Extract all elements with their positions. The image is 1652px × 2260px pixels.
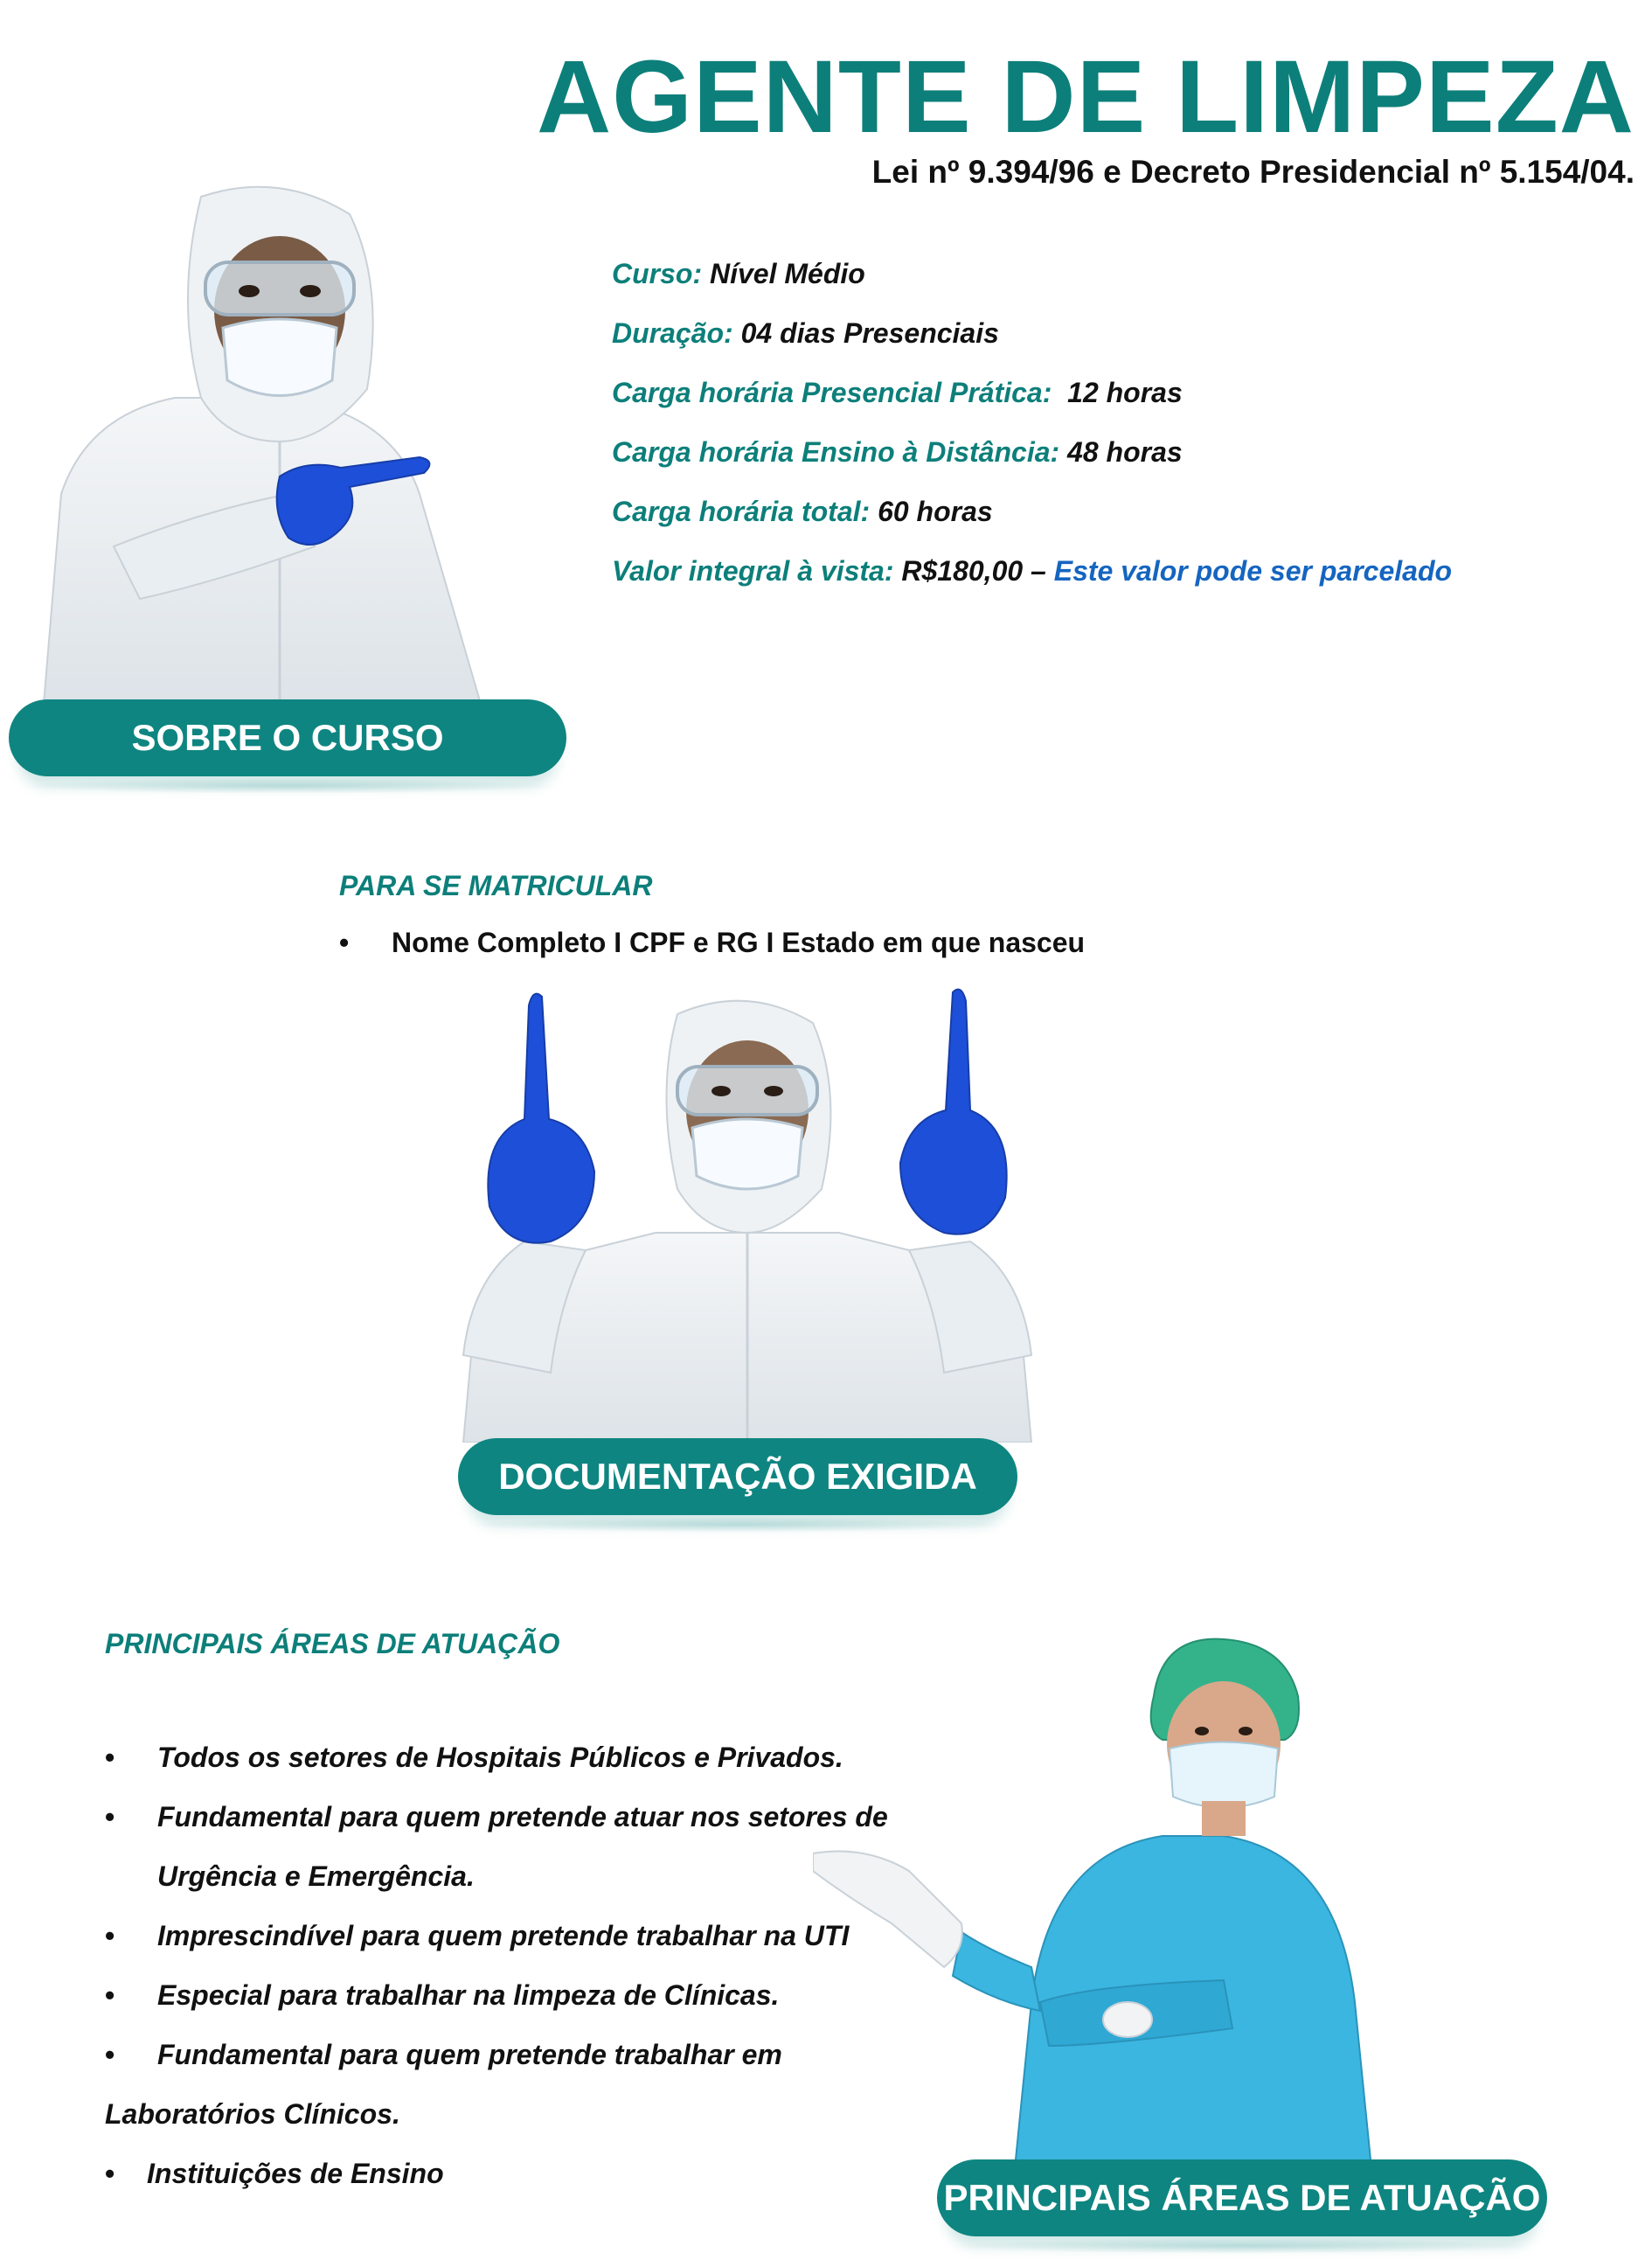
areas-banner: PRINCIPAIS ÁREAS DE ATUAÇÃO	[937, 2159, 1547, 2236]
sobre-curso-banner: SOBRE O CURSO	[9, 699, 566, 776]
info-value: 60 horas	[870, 496, 993, 527]
list-item	[105, 1973, 888, 2033]
bullet: •	[339, 927, 350, 958]
info-curso	[612, 252, 1452, 311]
bullet: •	[105, 1742, 115, 1773]
list-item	[105, 1854, 888, 1914]
ppe-figure-pointing-icon	[26, 179, 568, 704]
list-item-text: Especial para trabalhar na limpeza de Clínicas.	[157, 1979, 780, 2011]
info-value: 48 horas	[1059, 436, 1183, 468]
info-distancia	[612, 430, 1452, 490]
info-label: Duração:	[612, 317, 733, 349]
info-duracao	[612, 311, 1452, 371]
info-value: R$180,00 –	[893, 555, 1054, 587]
list-item-text: Todos os setores de Hospitais Públicos e Privados.	[157, 1742, 843, 1773]
info-label: Carga horária total:	[612, 496, 871, 527]
areas-list	[105, 1735, 888, 2211]
info-value: Nível Médio	[702, 258, 865, 289]
list-item-text: Fundamental para quem pretende trabalhar em	[157, 2039, 782, 2070]
info-valor	[612, 549, 1452, 608]
banner-shadow	[467, 1517, 1009, 1533]
list-item-text: Laboratórios Clínicos.	[105, 2098, 400, 2130]
list-item	[105, 2152, 888, 2211]
list-item	[105, 1914, 888, 1973]
list-item	[105, 2033, 888, 2092]
list-item-text: Instituições de Ensino	[147, 2158, 444, 2189]
info-note: Este valor pode ser parcelado	[1053, 555, 1453, 587]
nurse-figure-presenting-icon	[813, 1635, 1425, 2177]
bullet: •	[105, 1801, 115, 1832]
bullet: •	[105, 2039, 115, 2070]
documentacao-banner: DOCUMENTAÇÃO EXIGIDA	[458, 1438, 1017, 1515]
list-item-text: Urgência e Emergência.	[157, 1860, 475, 1892]
info-label: Carga horária Ensino à Distância:	[612, 436, 1060, 468]
ppe-figure-thumbs-icon	[455, 988, 1040, 1443]
list-item-text: Imprescindível para quem pretende trabalhar na UTI	[157, 1920, 850, 1951]
info-value: 04 dias Presenciais	[732, 317, 999, 349]
info-label: Carga horária Presencial Prática:	[612, 377, 1052, 408]
list-item	[105, 2092, 888, 2152]
areas-heading: PRINCIPAIS ÁREAS DE ATUAÇÃO	[105, 1628, 560, 1659]
list-item-text: Fundamental para quem pretende atuar nos setores de	[157, 1801, 888, 1832]
info-value: 12 horas	[1052, 377, 1183, 408]
list-item	[105, 1735, 888, 1795]
matricula-item	[339, 927, 1085, 959]
page-title: AGENTE DE LIMPEZA	[536, 39, 1635, 155]
page-subtitle: Lei nº 9.394/96 e Decreto Presidencial nº 5.154/04.	[871, 154, 1635, 190]
bullet: •	[105, 1979, 115, 2011]
info-label: Valor integral à vista:	[612, 555, 894, 587]
matricula-heading: PARA SE MATRICULAR	[339, 870, 653, 901]
banner-shadow	[17, 778, 559, 794]
list-item	[105, 1795, 888, 1854]
info-label: Curso:	[612, 258, 703, 289]
bullet: •	[105, 2158, 115, 2189]
bullet: •	[105, 1920, 115, 1951]
banner-shadow	[946, 2238, 1540, 2254]
matricula-item-text: Nome Completo I CPF e RG I Estado em que nasceu	[392, 927, 1086, 958]
info-total	[612, 490, 1452, 549]
course-info	[612, 252, 1452, 608]
info-presencial	[612, 371, 1452, 430]
